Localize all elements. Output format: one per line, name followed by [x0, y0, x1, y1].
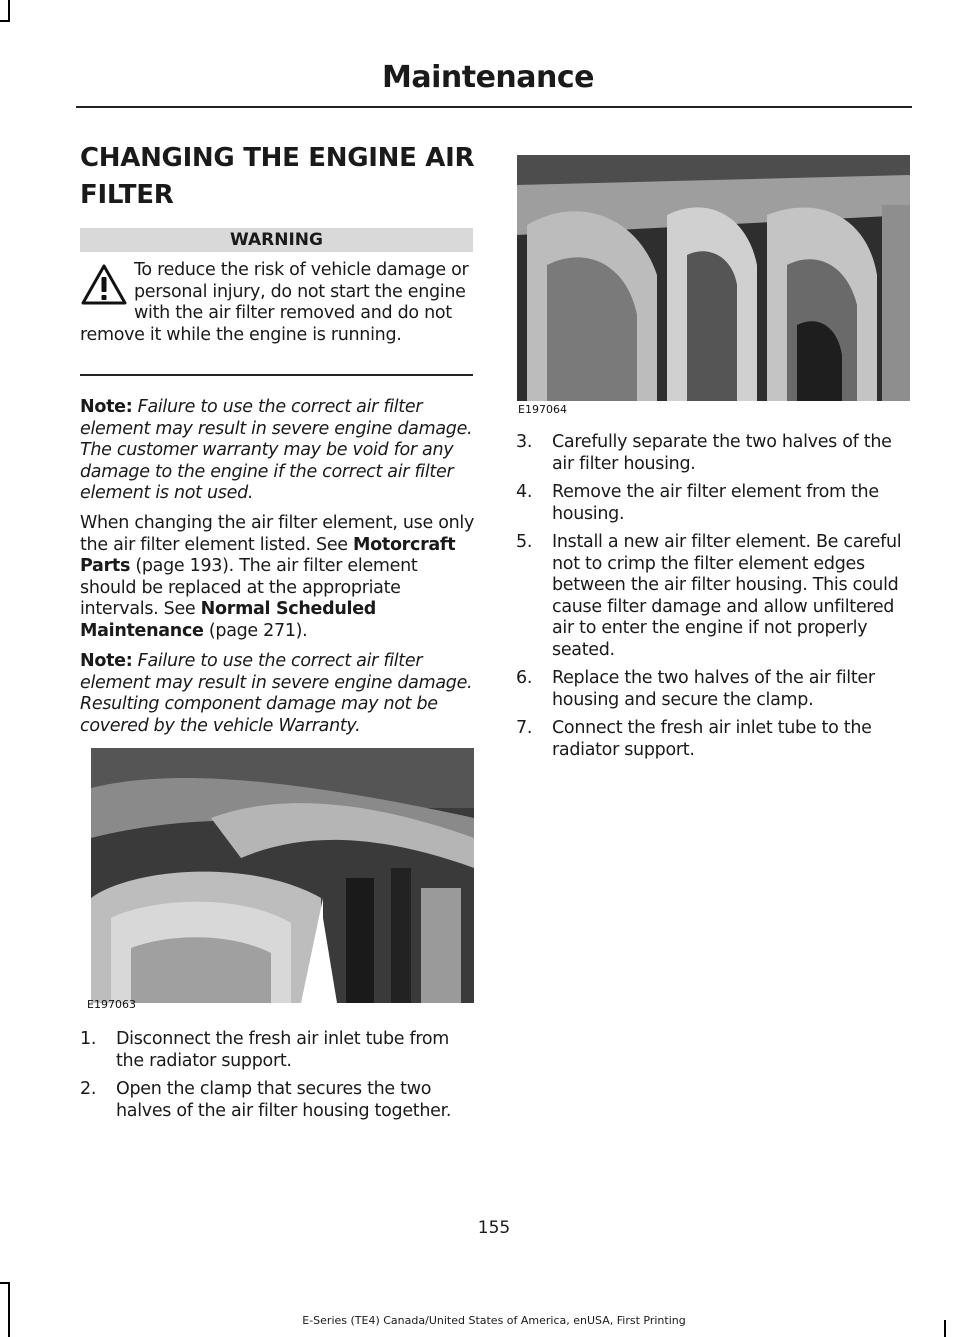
figure-illustration [517, 155, 910, 401]
figure-filter-housing-open [517, 155, 910, 401]
filter-paragraph [80, 513, 474, 642]
step-text: Replace the two halves of the air filter housing and secure the clamp. [552, 668, 875, 710]
figure-air-filter-housing [91, 748, 474, 1003]
list-item [516, 482, 912, 525]
reference-link-motorcraft[interactable]: Motorcraft Parts [80, 534, 456, 576]
figure-id: E197063 [87, 998, 136, 1011]
step-number: 4. [516, 482, 533, 502]
paragraph-text: When changing the air filter element, use only the air filter element listed. See [80, 513, 475, 555]
section-title: Maintenance [381, 60, 594, 95]
page-number: 155 [477, 1218, 511, 1238]
reference-link-maintenance[interactable]: Normal Scheduled Maintenance [80, 599, 376, 641]
note-body: Failure to use the correct air filter element may result in severe engine damage. Resulting component damage may not be covered by the vehicle Warranty. [80, 651, 473, 736]
footer-text: E-Series (TE4) Canada/United States of America, enUSA, First Printing [302, 1314, 686, 1327]
steps-list-left [80, 1029, 476, 1129]
step-text: Disconnect the fresh air inlet tube from the radiator support. [116, 1029, 450, 1071]
list-item [516, 532, 912, 661]
step-text: Carefully separate the two halves of the air filter housing. [552, 432, 892, 474]
figure-id: E197064 [518, 403, 567, 416]
list-item [516, 432, 912, 475]
crop-mark [0, 1282, 10, 1284]
step-number: 6. [516, 668, 533, 688]
figure-illustration [91, 748, 474, 1003]
step-text: Open the clamp that secures the two halves of the air filter housing together. [116, 1079, 452, 1121]
list-item [516, 718, 912, 761]
step-text: Connect the fresh air inlet tube to the radiator support. [552, 718, 872, 760]
step-text: Remove the air filter element from the housing. [552, 482, 879, 524]
list-item [516, 668, 912, 711]
step-number: 1. [80, 1029, 97, 1049]
note-body: Failure to use the correct air filter element may result in severe engine damage. The customer warranty may be void for any damage to the engine if the correct air filter element is not used. [80, 397, 473, 503]
step-number: 3. [516, 432, 533, 452]
step-number: 2. [80, 1079, 97, 1099]
warning-divider [80, 374, 473, 376]
warning-text-content: To reduce the risk of vehicle damage or personal injury, do not start the engine with the air filter removed and do not remove it while the engine is running. [80, 260, 469, 345]
page-heading: CHANGING THE ENGINE AIR FILTER [80, 143, 475, 210]
note-label: Note: [80, 651, 133, 671]
page-reference: (page 193). [135, 556, 234, 576]
warning-text [80, 260, 474, 346]
warning-label: WARNING [80, 228, 473, 252]
step-number: 5. [516, 532, 533, 552]
note-label: Note: [80, 397, 133, 417]
header-rule [76, 106, 912, 108]
step-number: 7. [516, 718, 533, 738]
page-reference: (page 271). [208, 620, 308, 641]
note-2 [80, 651, 474, 737]
step-text: Install a new air filter element. Be careful not to crimp the filter element edges between the air filter housing. This could cause filter damage and allow unfiltered air to enter the engine if not properly seated. [552, 532, 902, 660]
steps-list-right [516, 432, 912, 768]
paragraph-text: The air filter element should be replaced at the appropriate intervals. See [80, 556, 418, 619]
note-1 [80, 397, 474, 505]
crop-mark [0, 20, 10, 22]
crop-mark [8, 0, 10, 20]
crop-mark [8, 1282, 10, 1337]
list-item [80, 1079, 476, 1122]
list-item [80, 1029, 476, 1072]
